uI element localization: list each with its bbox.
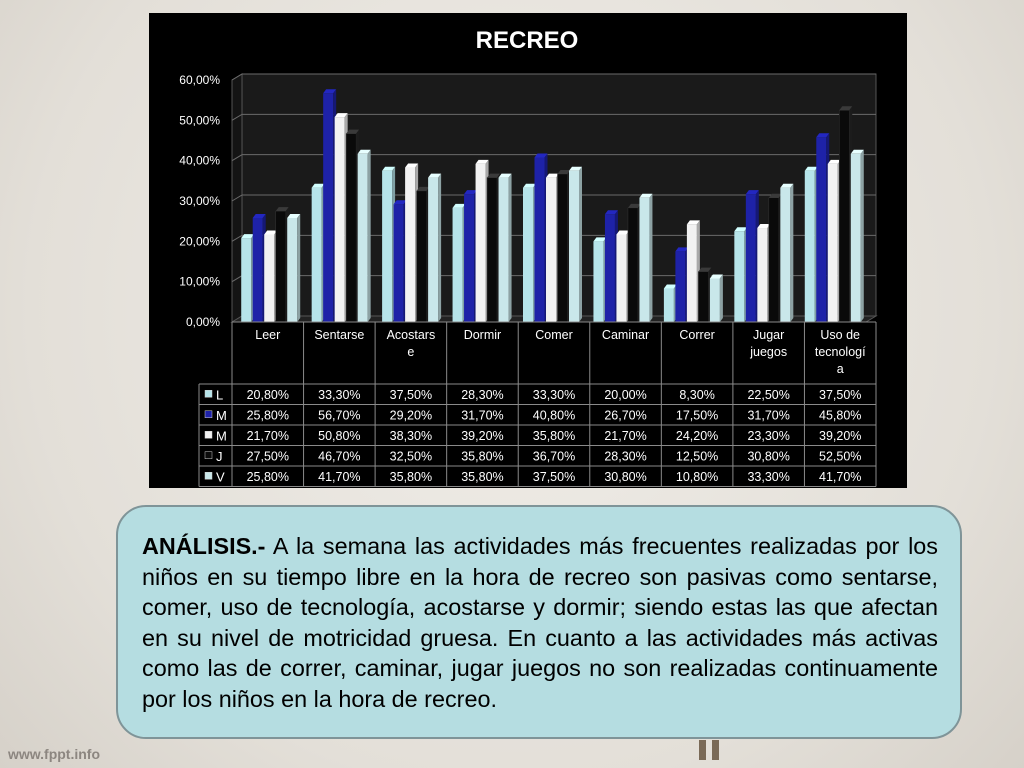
y-tick-label: 0,00% bbox=[185, 315, 220, 329]
bar-front bbox=[664, 289, 674, 322]
bar-front bbox=[276, 211, 286, 322]
bar bbox=[417, 187, 430, 322]
data-label: 22,50% bbox=[747, 387, 790, 402]
bar-front bbox=[558, 174, 568, 322]
data-label: 17,50% bbox=[675, 408, 719, 423]
x-category-label: Acostars bbox=[386, 328, 436, 342]
data-label: 28,30% bbox=[461, 387, 504, 402]
bar bbox=[639, 194, 652, 322]
bar bbox=[593, 237, 606, 322]
legend-key-M bbox=[205, 431, 212, 438]
y-tick-label: 20,00% bbox=[179, 234, 220, 249]
data-label: 41,70% bbox=[819, 469, 862, 484]
bar bbox=[805, 167, 818, 322]
data-label: 38,30% bbox=[389, 428, 433, 443]
data-label: 10,80% bbox=[675, 469, 719, 484]
bar bbox=[734, 227, 747, 322]
bar-front bbox=[628, 208, 638, 322]
data-label: 33,30% bbox=[747, 469, 790, 484]
bar-front bbox=[312, 188, 322, 322]
bar-front bbox=[675, 251, 685, 322]
bar bbox=[276, 207, 289, 322]
bar-front bbox=[346, 134, 356, 322]
x-category-label: Caminar bbox=[601, 328, 650, 342]
bar-front bbox=[639, 198, 649, 322]
x-category-label: Correr bbox=[679, 328, 715, 342]
bar-front bbox=[499, 178, 509, 322]
bar bbox=[312, 184, 325, 322]
bar-front bbox=[335, 117, 345, 322]
bar bbox=[675, 247, 688, 322]
data-label: 36,70% bbox=[532, 449, 576, 464]
bar-front bbox=[816, 137, 826, 322]
bar-front bbox=[535, 157, 545, 322]
x-category-label: Leer bbox=[255, 328, 281, 342]
bar-front bbox=[839, 110, 849, 322]
bar bbox=[323, 89, 336, 322]
bar bbox=[382, 167, 395, 322]
x-category-label: juegos bbox=[750, 345, 788, 359]
legend-key-J bbox=[205, 452, 212, 459]
data-label: 40,80% bbox=[532, 408, 576, 423]
bar-side bbox=[720, 274, 723, 322]
bar-front bbox=[710, 278, 720, 322]
data-label: 29,20% bbox=[389, 408, 433, 423]
bar bbox=[687, 220, 700, 322]
bar bbox=[628, 204, 641, 322]
bar bbox=[487, 174, 500, 322]
analysis-box bbox=[116, 505, 962, 739]
data-label: 56,70% bbox=[318, 408, 361, 423]
data-label: 27,50% bbox=[246, 449, 289, 464]
bar-front bbox=[734, 231, 744, 322]
bar-front bbox=[805, 171, 815, 322]
bar-side bbox=[509, 174, 512, 322]
bar-front bbox=[394, 204, 404, 322]
bar-front bbox=[757, 228, 767, 322]
data-label: 20,00% bbox=[604, 387, 647, 402]
bar bbox=[569, 167, 582, 322]
data-label: 46,70% bbox=[318, 449, 361, 464]
bar bbox=[746, 190, 759, 322]
bar-front bbox=[287, 218, 297, 322]
data-label: 21,70% bbox=[246, 428, 289, 443]
x-category-label: Dormir bbox=[463, 328, 502, 342]
bar-front bbox=[323, 93, 333, 322]
chart-panel bbox=[149, 13, 907, 488]
bar-side bbox=[297, 214, 300, 322]
bar-front bbox=[453, 208, 463, 322]
legend-key-M bbox=[205, 411, 212, 418]
data-label: 23,30% bbox=[747, 428, 790, 443]
legend-key-L bbox=[205, 390, 212, 397]
decorative-bar bbox=[712, 740, 719, 760]
bar-front bbox=[687, 224, 697, 322]
x-category-label: e bbox=[407, 345, 415, 359]
x-category-label: tecnologí bbox=[814, 345, 866, 359]
analysis-heading: ANÁLISIS.- bbox=[142, 533, 266, 559]
bar bbox=[335, 113, 348, 322]
bar-front bbox=[523, 188, 533, 322]
bar-side bbox=[438, 174, 441, 322]
data-label: 35,80% bbox=[389, 469, 433, 484]
bar bbox=[664, 285, 677, 322]
legend-series-name: L bbox=[216, 387, 224, 403]
x-category-label: Uso de bbox=[820, 328, 861, 342]
bar-front bbox=[769, 198, 779, 322]
bar-front bbox=[382, 171, 392, 322]
bar-front bbox=[405, 168, 415, 322]
bar-front bbox=[593, 241, 603, 322]
bar-front bbox=[698, 272, 708, 322]
bar bbox=[828, 160, 841, 322]
bar-front bbox=[746, 194, 756, 322]
bar bbox=[405, 164, 418, 322]
data-label: 45,80% bbox=[819, 408, 862, 423]
bar bbox=[241, 234, 254, 322]
bar-front bbox=[546, 178, 556, 322]
data-label: 28,30% bbox=[604, 449, 647, 464]
bar bbox=[780, 184, 793, 322]
chart-title: RECREO bbox=[475, 27, 579, 54]
footer-site: www.fppt.info bbox=[8, 746, 101, 762]
analysis-text: A la semana las actividades más frecuentes realizadas por los niños en su tiempo libre en la hora de recreo son pasivas como sentarse, comer, uso de tecnología, acostarse y dormir; siendo estas las que afectan en su nivel de motricidad gruesa. En cuanto a las actividades más activas como las de correr, caminar, jugar juegos no son realizadas continuamente por los niños en la hora de recreo. bbox=[142, 533, 938, 712]
bar bbox=[839, 106, 852, 322]
data-label: 37,50% bbox=[819, 387, 862, 402]
data-label: 21,70% bbox=[604, 428, 647, 443]
bar bbox=[346, 130, 359, 322]
bar bbox=[523, 184, 536, 322]
bar-front bbox=[780, 188, 790, 322]
data-label: 35,80% bbox=[461, 469, 504, 484]
bar bbox=[816, 133, 829, 322]
bar-front bbox=[264, 234, 274, 322]
bar-front bbox=[358, 154, 368, 322]
bar bbox=[605, 210, 618, 322]
data-label: 26,70% bbox=[604, 408, 647, 423]
bar-front bbox=[464, 194, 474, 322]
data-label: 33,30% bbox=[532, 387, 576, 402]
data-label: 30,80% bbox=[604, 469, 647, 484]
data-label: 37,50% bbox=[532, 469, 576, 484]
bar-front bbox=[828, 164, 838, 322]
data-label: 39,20% bbox=[819, 428, 862, 443]
x-category-label: Comer bbox=[535, 328, 573, 342]
x-category-label: Jugar bbox=[753, 328, 785, 342]
bar-front bbox=[605, 214, 615, 322]
data-label: 12,50% bbox=[675, 449, 719, 464]
bar-side bbox=[861, 150, 864, 322]
bar-chart bbox=[149, 13, 907, 488]
data-label: 25,80% bbox=[246, 469, 289, 484]
y-tick-label: 40,00% bbox=[179, 153, 220, 168]
data-label: 41,70% bbox=[318, 469, 361, 484]
legend-key-V bbox=[205, 472, 212, 479]
y-tick-label: 50,00% bbox=[179, 113, 220, 128]
bar-front bbox=[241, 238, 251, 322]
data-label: 35,80% bbox=[532, 428, 576, 443]
bar-front bbox=[487, 178, 497, 322]
decorative-bar bbox=[699, 740, 706, 760]
bar bbox=[698, 268, 711, 322]
bar-side bbox=[368, 150, 371, 322]
y-tick-label: 30,00% bbox=[179, 194, 220, 208]
bar bbox=[394, 200, 407, 322]
bar bbox=[453, 204, 466, 322]
bar bbox=[558, 170, 571, 322]
data-label: 32,50% bbox=[389, 449, 433, 464]
x-category-label: Sentarse bbox=[314, 328, 365, 342]
bar-side bbox=[649, 194, 652, 322]
bar bbox=[358, 150, 371, 322]
bar bbox=[253, 214, 266, 322]
data-label: 8,30% bbox=[679, 387, 715, 402]
data-label: 37,50% bbox=[389, 387, 433, 402]
bar bbox=[264, 230, 277, 322]
bar bbox=[710, 274, 723, 322]
data-label: 30,80% bbox=[747, 449, 790, 464]
bar bbox=[757, 224, 770, 322]
data-label: 33,30% bbox=[318, 387, 361, 402]
data-label: 31,70% bbox=[461, 408, 504, 423]
x-category-label: a bbox=[836, 362, 844, 376]
bar bbox=[476, 160, 489, 322]
bar-front bbox=[616, 234, 626, 322]
bar bbox=[499, 174, 512, 322]
data-label: 50,80% bbox=[318, 428, 361, 443]
bar bbox=[464, 190, 477, 322]
bar-side bbox=[579, 167, 582, 322]
bar-front bbox=[428, 178, 438, 322]
bar bbox=[287, 214, 300, 322]
bar-front bbox=[253, 218, 263, 322]
data-label: 39,20% bbox=[461, 428, 504, 443]
legend-series-name: V bbox=[216, 469, 225, 485]
bar bbox=[546, 174, 559, 322]
data-label: 31,70% bbox=[747, 408, 790, 423]
legend-series-name: M bbox=[216, 407, 227, 423]
data-label: 20,80% bbox=[246, 387, 289, 402]
bar-front bbox=[851, 154, 861, 322]
bar bbox=[428, 174, 441, 322]
data-label: 25,80% bbox=[246, 408, 289, 423]
bar bbox=[535, 153, 548, 322]
bar-side bbox=[790, 184, 793, 322]
bar-front bbox=[476, 164, 486, 322]
y-tick-label: 60,00% bbox=[179, 73, 220, 87]
data-label: 52,50% bbox=[819, 449, 862, 464]
legend-series-name: M bbox=[216, 428, 227, 444]
bar bbox=[851, 150, 864, 322]
bar-front bbox=[417, 191, 427, 322]
data-label: 35,80% bbox=[461, 449, 504, 464]
y-tick-label: 10,00% bbox=[179, 274, 220, 289]
data-label: 24,20% bbox=[675, 428, 719, 443]
bar-front bbox=[569, 171, 579, 322]
bar bbox=[616, 230, 629, 322]
bar bbox=[769, 194, 782, 322]
legend-series-name: J bbox=[216, 448, 223, 464]
